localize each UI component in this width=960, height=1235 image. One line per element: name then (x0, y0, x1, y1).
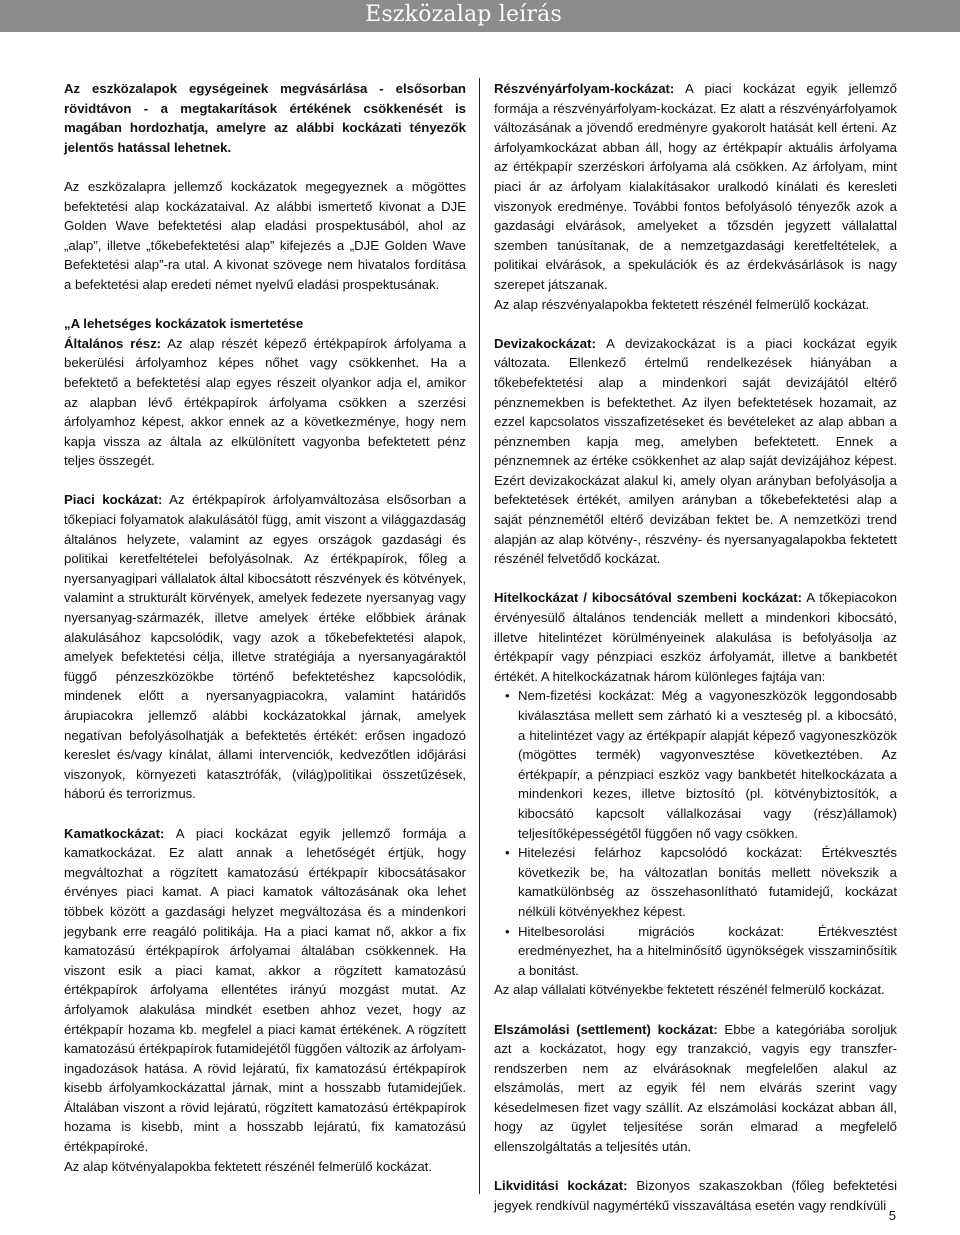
market-risk-label: Piaci kockázat: (64, 492, 163, 508)
liquidity-risk-text: Bizonyos szakaszokban (főleg befektetési jegyek rendkívül nagymértékű visszaváltása esetén vagy rendkívüli (494, 1178, 897, 1213)
market-risk-paragraph (64, 490, 466, 804)
section-heading: „A lehetséges kockázatok ismertetése (64, 316, 304, 332)
equity-risk-paragraph (494, 79, 897, 295)
intro-paragraph: Az eszközalapra jellemző kockázatok megegyeznek a mögöttes befektetési alap kockázataival. Az alábbi ismertető kivonat a DJE Golden Wave befektetési alap eladási prospektusából, ahol az „alap”, illetve „tőkebefektetési alap” kifejezés a „DJE Golden Wave Befektetési alap”-ra utal. A kivonat szövege nem hivatalos fordítása a befektetési alap eredeti német nyelvű eladási prospektusának. (64, 178, 466, 292)
credit-risk-list (494, 686, 897, 980)
interest-risk-note: Az alap kötvényalapokba fektetett részénél felmerülő kockázat. (64, 1158, 432, 1174)
credit-risk-text: A tőkepiacokon érvényesülő általános tendenciák mellett a mindenkori kibocsátó, illetve hitelintézet körülményeinek alakulása is befolyásolja az értékpapír vagy pénzpiaci eszköz árfolyamát, illetve a bankbetét értékét. A hitelkockázatnak három különleges fajtája van: (494, 590, 898, 684)
interest-risk-paragraph (64, 824, 466, 1157)
equity-risk-text: A piaci kockázat egyik jellemző formája a részvényárfolyam-kockázat. Ez alatt a részvényárfolyamok változásának a jövendő eredményre gyakorolt hatását kell érteni. Az árfolyamkockázat abban áll, hogy az értékpapír aktuális árfolyama az értékpapír szerzéskori árfolyama alá csökken. Az árfolyam, mint piaci ár az árfolyam kialakításakor uralkodó kínálati és keresleti viszonyok eredménye. További fontos befolyásoló tényezők azok a gazdasági elvárások, amelyeket a tőzsdén jegyzett vállalattal szemben tanúsítanak, de a nemzetgazdasági keretfeltételek, a politikai elvárások, a spekulációk és az érdekvásárlások is nagy szerepet játszanak. (494, 81, 897, 292)
general-risk-label: Általános rész: (64, 335, 162, 351)
left-column (64, 79, 466, 1196)
equity-risk-label: Részvényárfolyam-kockázat: (494, 81, 675, 96)
interest-risk-text: A piaci kockázat egyik jellemző formája a kamatkockázat. Ez alatt annak a lehetőségét értjük, hogy megváltozhat a rögzített kamatozású értékpapír kibocsátásakor érvényes piaci kamat. A piaci kamatok változásának oka lehet többek között a gazdasági helyzet megváltozása és a mindenkori jegybank erre reagáló politikája. Ha a piaci kamat nő, akkor a fix kamatozású értékpapírok árfolyamai általában csökkennek. Ha viszont esik a piaci kamat, akkor a rögzített kamatozású értékpapírok árfolyama ellentétes irányú mozgást mutat. Az árfolyamok alakulása mindkét esetben ahhoz vezet, hogy az értékpapír hozama kb. megfelel a piaci kamat értékének. A rögzített kamatozású értékpapírok futamidejétől függően változik az árfolyam-ingadozások hatása. A rövid lejáratú, fix kamatozású értékpapírok kisebb árfolyamkockázattal járnak, mint a hosszabb futamidejűek. Általában viszont a rövid lejáratú, rögzített kamatozású értékpapírok hozama is kisebb, mint a hosszabb lejáratú, fix kamatozású értékpapíroké. (64, 825, 466, 1155)
document-title: Eszközalap leírás (365, 2, 562, 27)
settlement-risk-paragraph (494, 1020, 897, 1157)
fx-risk-text: A devizakockázat is a piaci kockázat egyik változata. Ellenkező értelmű rendelkezések hiányában a tőkebefektetési alap a mindenkori saját devizájától eltérő pénznemekben is befektethet. Az ilyen befektetések hozamait, az ezzel kapcsolatos visszafizetéseket és bevételeket az alap abban a pénznemben kapja meg, amelyben befektetett. Ennek a pénznemnek az értéke csökkenhet az alap saját devizájához képest. Ezért devizakockázat alakul ki, amely olyan arányban befolyásolja a befektetések értékét, amilyen arányban a tőkebefektetési alap a saját pénznemétől eltérő devizában fektet be. A nemzetközi trend alapján az alap kötvény-, részvény- és nyersanyagalapokba fektetett részénél felvetődő kockázat. (494, 335, 897, 567)
credit-risk-note: Az alap vállalati kötvényekbe fektetett részénél felmerülő kockázat. (494, 982, 885, 998)
credit-risk-label: Hitelkockázat / kibocsátóval szembeni kockázat: (494, 590, 802, 606)
fx-risk-paragraph (494, 334, 897, 569)
settlement-risk-label: Elszámolási (settlement) kockázat: (494, 1021, 718, 1037)
list-item: • Nem-fizetési kockázat: Még a vagyoneszközök leggondosabb kiválasztása mellett sem zárható ki a veszteség pl. a kibocsátó, a hitelintézet vagy az értékpapír alapját képező vagyoneszközök (mögöttes termék) vagyonvesztése következtében. Az értékpapír, a pénzpiaci eszköz vagy bankbetét hitelkockázata a mindenkori kezes, illetve biztosító (pl. kötvénybiztosítók, a kibocsátó kapcsolt vállalkozásai vagy (rész)államok) teljesítőképességétől függően nő vagy csökken. (518, 686, 897, 843)
right-column (494, 79, 897, 1235)
fx-risk-label: Devizakockázat: (494, 335, 596, 351)
credit-risk-paragraph (494, 588, 897, 686)
interest-risk-label: Kamatkockázat: (64, 825, 165, 841)
list-item: • Hitelbesorolási migrációs kockázat: Értékvesztést eredményezhet, ha a hitelminősítő ügynökségek visszaminősítik a bonitást. (518, 922, 897, 981)
intro-bold-paragraph: Az eszközalapok egységeinek megvásárlása - elsősorban rövidtávon - a megtakarítások értékének csökkenését is magában hordozhatja, amelyre az alábbi kockázati tényezők jelentős hatással lehetnek. (64, 81, 466, 155)
equity-risk-note: Az alap részvényalapokba fektetett részénél felmerülő kockázat. (494, 296, 870, 312)
column-divider (479, 78, 480, 1194)
page-number: 5 (888, 1208, 896, 1223)
header-bar (0, 0, 960, 32)
general-risk-paragraph (64, 334, 466, 471)
settlement-risk-text: Ebbe a kategóriába soroljuk azt a kockázatot, hogy egy tranzakció, vagyis egy transzfer-rendszerben nem az elvárásoknak megfelelően alakul az elszámolás, mert az egyik fél nem elvárás szerint vagy késedelmesen fizet vagy szállít. Az elszámolási kockázat abban áll, hogy az ügylet teljesítése során elmarad a megfelelő ellenszolgáltatás a teljesítés után. (494, 1021, 897, 1155)
market-risk-text: Az értékpapírok árfolyamváltozása elsősorban a tőkepiaci folyamatok alakulásától függ, amit viszont a világgazdaság általános helyzete, valamint az egyes országok gazdasági és politikai keretfeltételei befolyásolnak. Az értékpapírok, főleg a nyersanyagipari vállalatok által kibocsátott részvények és kötvények, valamint a strukturált körvények, amelyek fedezete nyersanyag vagy nyersanyag-származék, illetve amelyek értéke előbbiek árának alakulásához kapcsolódik, vagy azok a tőkebefektetési alapok, amelyek befektetési célja, illetve stratégiája a nyersanyagáraktól függő pénzeszközökbe történő befektetéshez kapcsolódik, mindenek előtt a nyersanyagpiacokra, valamint határidős árupiacokra jellemző alábbi kockázatokkal járnak, amelyek negatívan befolyásolhatják a befektetés értékét: erősen ingadozó kereslet és/vagy kínálat, állami intervenciók, kedvezőtlen időjárási viszonyok, környezeti katasztrófák, (világ)politikai összetűzések, háború és terrorizmus. (64, 492, 466, 802)
general-risk-text: Az alap részét képező értékpapírok árfolyama a bekerülési árfolyamhoz képes nőhet vagy csökkenhet. Ha a befektető a befektetési alap egyes részeit olyankor adja el, amikor az alapban lévő értékpapírok árfolyama csökken a szerzési árfolyamhoz képest, akkor ennek az a következménye, hogy nem kapja vissza az általa az elkülönített vagyonba befektetett pénz teljes összegét. (64, 335, 467, 469)
list-item: • Hitelezési felárhoz kapcsolódó kockázat: Értékvesztés következik be, ha változatlan bonitás mellett növekszik a kamatkülönbség az összehasonlítható futamidejű, kockázat nélküli kötvényekhez képest. (518, 843, 897, 921)
liquidity-risk-paragraph (494, 1176, 897, 1215)
liquidity-risk-label: Likviditási kockázat: (494, 1178, 628, 1194)
